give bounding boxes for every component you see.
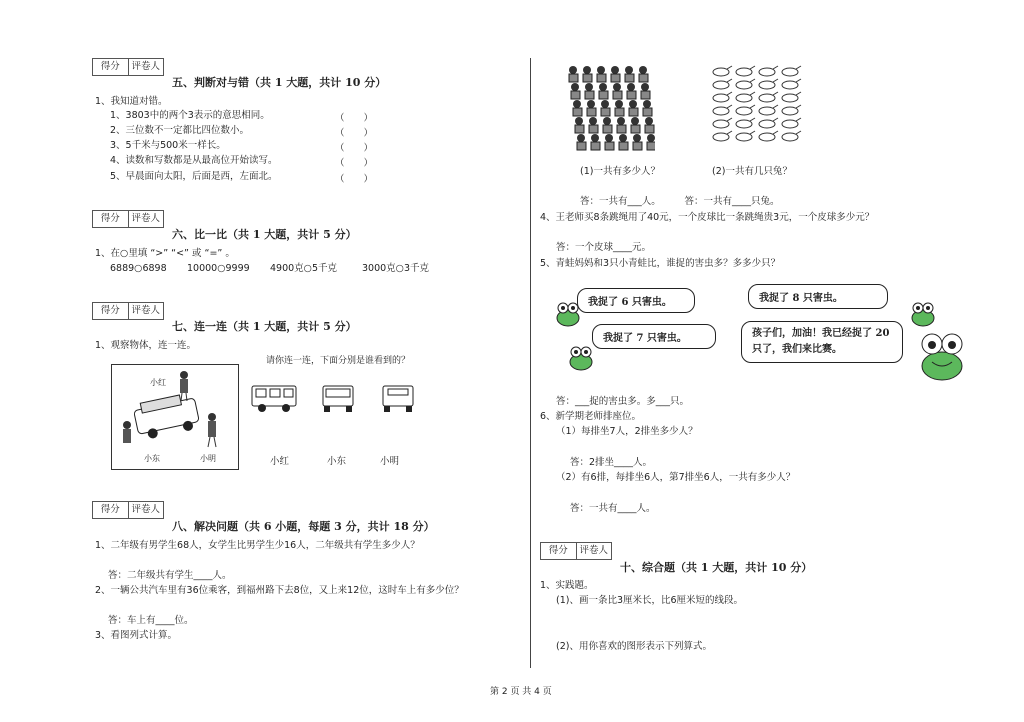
person-figure (597, 66, 606, 82)
score-box (92, 302, 164, 320)
speech-bubble-3: 我捉了 7 只害虫。 (592, 324, 716, 349)
s6-item-4: 3000克○3千克 (362, 263, 430, 274)
observation-figure (111, 364, 239, 470)
question-4: 4、王老师买8条跳绳用了40元，一个皮球比一条跳绳贵3元，一个皮球多少元？ (540, 212, 875, 223)
score-box (92, 58, 164, 76)
question-5: 5、青蛙妈妈和3只小青蛙比，谁捉的害虫多？多多少只？ (540, 258, 781, 269)
person-figure (585, 83, 594, 99)
rabbit-figure (736, 79, 755, 89)
small-frog-icon (910, 300, 936, 328)
s8-answer-1: 答：二年级共有学生____人。 (108, 570, 232, 581)
answer-4: 答：一个皮球____元。 (556, 242, 652, 253)
person-figure (587, 100, 596, 116)
answer-6-2: 答：一共有____人。 (570, 503, 656, 514)
person-figure (599, 83, 608, 99)
rabbit-figure (782, 105, 801, 115)
rabbit-figure (713, 92, 732, 102)
car-kids-illustration (112, 365, 238, 469)
s8-question-2: 2、一辆公共汽车里有36位乘客，到福州路下去8位，又上来12位，这时车上有多少位？ (95, 585, 464, 596)
speech-bubble-1: 我捉了 6 只害虫。 (577, 288, 695, 313)
person-figure (573, 100, 582, 116)
person-figure (575, 117, 584, 133)
s5-question-1: 1、我知道对错。 (95, 96, 168, 107)
rabbit-figure (713, 66, 732, 76)
rabbit-figure (759, 92, 778, 102)
rabbit-figure (736, 105, 755, 115)
s6-item-1: 6889○6898 (110, 263, 167, 274)
question-6: 6、新学期老师排座位。 (540, 411, 642, 422)
person-figure (571, 83, 580, 99)
person-figure (583, 66, 592, 82)
answer-paren[interactable]: （ ） (335, 158, 374, 169)
person-figure (619, 134, 628, 150)
person-figure (639, 66, 648, 82)
grader-label: 评卷人 (131, 61, 160, 72)
grader-label: 评卷人 (131, 213, 160, 224)
person-figure (605, 134, 614, 150)
speech-bubble-4: 孩子们，加油！我已经捉了 20 只了，我们来比赛。 (741, 321, 903, 363)
person-figure (643, 100, 652, 116)
rabbit-figure (759, 79, 778, 89)
rabbit-figure (736, 66, 755, 76)
caption-people: (1)一共有多少人？ (580, 166, 660, 177)
person-figure (569, 66, 578, 82)
answer-5: 答：___捉的害虫多。多___只。 (556, 396, 690, 407)
score-label: 得分 (93, 211, 129, 227)
rabbit-figure (782, 118, 801, 128)
caption-rabbits: (2)一共有几只兔？ (712, 166, 792, 177)
person-figure (613, 83, 622, 99)
page-footer: 第 2 页 共 4 页 (490, 687, 552, 697)
person-figure (601, 100, 610, 116)
rabbit-figure (782, 92, 801, 102)
person-figure (591, 134, 600, 150)
car-back-view (380, 382, 416, 416)
rabbit-figure (759, 118, 778, 128)
score-box (92, 210, 164, 228)
s5-item-4: 4、读数和写数都是从最高位开始读写。 (110, 155, 278, 166)
fig-label-left: 小东 (144, 454, 160, 463)
person-figure (625, 66, 634, 82)
answer-6-1: 答：2排坐____人。 (570, 457, 653, 468)
s5-item-1: 1、3803中的两个3表示的意思相同。 (110, 110, 270, 121)
name-xiaohong: 小红 (270, 456, 290, 467)
section-7-title: 七、连一连（共 1 大题，共计 5 分） (172, 320, 357, 333)
rabbit-figure (713, 79, 732, 89)
crowd-picture (563, 60, 655, 152)
section-10-title: 十、综合题（共 1 大题，共计 10 分） (620, 561, 813, 574)
name-xiaoming: 小明 (380, 456, 400, 467)
person-figure (631, 117, 640, 133)
s5-item-2: 2、三位数不一定都比四位数小。 (110, 125, 250, 136)
grader-label: 评卷人 (131, 504, 160, 515)
car-front-view (320, 382, 356, 416)
score-label: 得分 (541, 543, 577, 559)
s5-item-5: 5、早晨面向太阳，后面是西，左面北。 (110, 171, 278, 182)
s10-question-1-2: (2)、用你喜欢的图形表示下列算式。 (556, 641, 712, 652)
car-side-view (250, 382, 300, 416)
section-5-title: 五、判断对与错（共 1 大题，共计 10 分） (172, 76, 387, 89)
fig-label-right: 小明 (200, 454, 216, 463)
section-8-title: 八、解决问题（共 6 小题，每题 3 分，共计 18 分） (172, 520, 435, 533)
rabbit-figure (713, 131, 732, 141)
rabbit-figure (713, 118, 732, 128)
s5-item-3: 3、5千米与500米一样长。 (110, 140, 226, 151)
rabbit-figure (782, 66, 801, 76)
fig-label-top: 小红 (150, 378, 166, 387)
person-figure (589, 117, 598, 133)
person-figure (629, 100, 638, 116)
s8-question-3: 3、看图列式计算。 (95, 630, 178, 641)
s6-item-2: 10000○9999 (187, 263, 250, 274)
s6-question-1: 1、在○里填 “>” “<” 或 “=” 。 (95, 248, 235, 259)
person-figure (627, 83, 636, 99)
answer-paren[interactable]: （ ） (335, 174, 374, 185)
s10-question-1-1: (1)、画一条比3厘米长，比6厘米短的线段。 (556, 595, 744, 606)
name-xiaodong: 小东 (327, 456, 347, 467)
s6-item-3: 4900克○5千克 (270, 263, 338, 274)
score-label: 得分 (93, 59, 129, 75)
s7-prompt: 请你连一连，下面分别是谁看到的？ (266, 356, 411, 366)
question-6-1: （1）每排坐7人，2排坐多少人？ (556, 426, 698, 437)
grader-label: 评卷人 (579, 545, 608, 556)
score-label: 得分 (93, 502, 129, 518)
small-frog-icon (568, 344, 594, 372)
grader-label: 评卷人 (131, 305, 160, 316)
answer-row: 答：一共有___人。 答：一共有____只兔。 (580, 196, 780, 207)
section-6-title: 六、比一比（共 1 大题，共计 5 分） (172, 228, 357, 241)
rabbit-figure (759, 66, 778, 76)
small-frog-icon (555, 300, 581, 328)
s8-answer-2: 答：车上有____位。 (108, 615, 194, 626)
score-box (92, 501, 164, 519)
speech-bubble-2: 我捉了 8 只害虫。 (748, 284, 888, 309)
answer-paren[interactable]: （ ） (335, 143, 374, 154)
person-figure (603, 117, 612, 133)
person-figure (633, 134, 642, 150)
rabbit-figure (713, 105, 732, 115)
answer-paren[interactable]: （ ） (335, 113, 374, 124)
question-6-2: （2）有6排，每排坐6人，第7排坐6人，一共有多少人？ (556, 472, 796, 483)
answer-paren[interactable]: （ ） (335, 128, 374, 139)
score-label: 得分 (93, 303, 129, 319)
rabbit-figure (759, 105, 778, 115)
person-figure (611, 66, 620, 82)
rabbit-figure (782, 79, 801, 89)
rabbit-figure (736, 92, 755, 102)
s7-question-1: 1、观察物体，连一连。 (95, 340, 197, 351)
person-figure (617, 117, 626, 133)
rabbit-figure (782, 131, 801, 141)
rabbit-figure (759, 131, 778, 141)
person-figure (615, 100, 624, 116)
rabbit-figure (736, 131, 755, 141)
s10-question-1: 1、实践題。 (540, 580, 594, 591)
mother-frog-icon (916, 328, 968, 384)
person-figure (577, 134, 586, 150)
score-box (540, 542, 612, 560)
rabbits-picture (708, 62, 804, 144)
person-figure (645, 117, 654, 133)
column-divider (530, 58, 531, 668)
person-figure (647, 134, 655, 150)
s8-question-1: 1、二年级有男学生68人，女学生比男学生少16人，二年级共有学生多少人？ (95, 540, 420, 551)
person-figure (641, 83, 650, 99)
rabbit-figure (736, 118, 755, 128)
